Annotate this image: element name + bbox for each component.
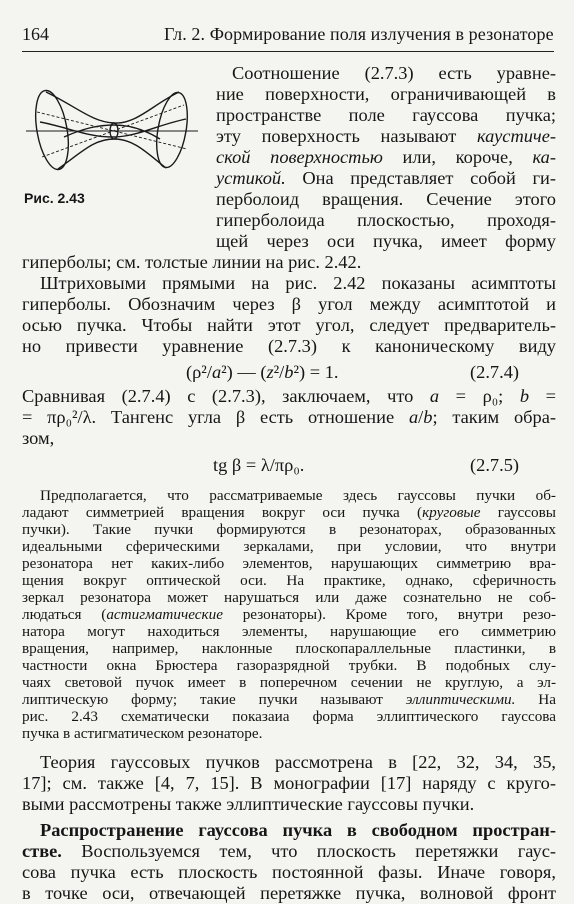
text-line: в точке оси, отвечающей перетяжке пучка, волновой фронт: [22, 883, 556, 903]
note-line: частности окна Брюстера газоразрядной трубки. В подобных слу-: [22, 657, 556, 674]
note-line: ладают симметрией вращения вокруг оси пучка (круговые гауссовы: [22, 504, 556, 521]
text-line: 17]; см. также [4, 7, 15]. В монографии [17] наряду с круго-: [22, 773, 556, 793]
text-line: ской поверхностью или, короче, ка-: [216, 147, 556, 167]
note-line: липтическую форму; такие пучки называют эллиптическими. На: [22, 691, 556, 708]
note-line: людаться (астигматические резонаторы). Кроме того, внутри резо-: [22, 606, 557, 623]
note-line: пучки). Такие пучки формируются в резонаторах, образованных: [22, 521, 556, 538]
note-line: вращения, например, наклонные плоскопараллельные пластинки, в: [22, 640, 556, 657]
text-line: Сравнивая (2.7.4) с (2.7.3), заключаем, что a = ρ₀; b =: [22, 386, 556, 406]
text-line: устикой. Она представляет собой ги-: [216, 168, 556, 188]
text-line: сова пучка есть плоскость постоянной фазы. Иначе говоря,: [22, 862, 556, 882]
equation-2-7-4: (ρ²/a²) — (z²/b²) = 1.: [186, 362, 339, 382]
text-line: Штриховыми прямыми на рис. 2.42 показаны асимптоты: [40, 273, 556, 293]
text-line: эту поверхность называют каустиче-: [216, 126, 556, 146]
figure-caption: Рис. 2.43: [24, 190, 85, 206]
text-line: Теория гауссовых пучков рассмотрена в [22, 32, 34, 35,: [40, 752, 556, 772]
text-line: Соотношение (2.7.3) есть уравне-: [232, 63, 556, 83]
note-line: зеркал резонатора может нарушаться или даже сознательно не соб-: [22, 589, 556, 606]
equation-2-7-5: tg β = λ/πρ₀.: [213, 455, 305, 475]
text-line: осью пучка. Чтобы найти этот угол, следует предваритель-: [22, 315, 556, 335]
text-line: ние поверхности, ограничивающей в: [216, 84, 556, 104]
note-line: пучка в астигматическом резонаторе.: [22, 725, 263, 742]
text-line: гиперболы. Обозначим через β угол между асимптотой и: [22, 294, 556, 314]
note-line: чаях световой пучок имеет в поперечном сечении не круглую, а эл-: [22, 674, 556, 691]
text-line: выми рассмотрены также эллиптические гауссовы пучки.: [22, 794, 475, 814]
text-line: щей через оси пучка, имеет форму: [216, 231, 556, 251]
running-title: Гл. 2. Формирование поля излучения в резонаторе: [164, 24, 554, 44]
text-line: гиперболоида плоскостью, проходя-: [216, 210, 556, 230]
page-number: 164: [22, 24, 49, 44]
text-line: стве. Воспользуемся тем, что плоскость перетяжки гаус-: [22, 841, 556, 861]
elliptical-gaussian-beam-caustic-drawing: [22, 67, 202, 192]
note-line: натора могут находиться элементы, нарушающие его симметрию: [22, 623, 556, 640]
text-line: пространстве поле гауссова пучка;: [216, 105, 556, 125]
text-line: Распространение гауссова пучка в свободном простран-: [40, 820, 556, 840]
note-line: резонатора нет каких-либо элементов, нарушающих симметрию вра-: [22, 555, 556, 572]
note-line: рис. 2.43 схематически показаиа форма эллиптического гауссова: [22, 708, 556, 725]
text-line: гиперболы; см. толстые линии на рис. 2.42.: [22, 252, 362, 272]
header-rule: [22, 51, 554, 52]
equation-number: (2.7.5): [470, 455, 520, 475]
text-line: = πρ₀²/λ. Тангенс угла β есть отношение a/b; таким обра-: [22, 407, 556, 427]
text-line: но привести уравнение (2.7.3) к каноническому виду: [22, 336, 556, 356]
text-line: зом,: [22, 428, 55, 448]
note-line: Предполагается, что рассматриваемые здесь гауссовы пучки об-: [40, 487, 556, 504]
text-line: перболоид вращения. Сечение этого: [216, 189, 556, 209]
note-line: идеальными сферическими зеркалами, при условии, что внутри: [22, 538, 556, 555]
equation-number: (2.7.4): [470, 362, 520, 382]
note-line: щения вокруг оптической оси. На практике, однако, сферичность: [22, 572, 556, 589]
